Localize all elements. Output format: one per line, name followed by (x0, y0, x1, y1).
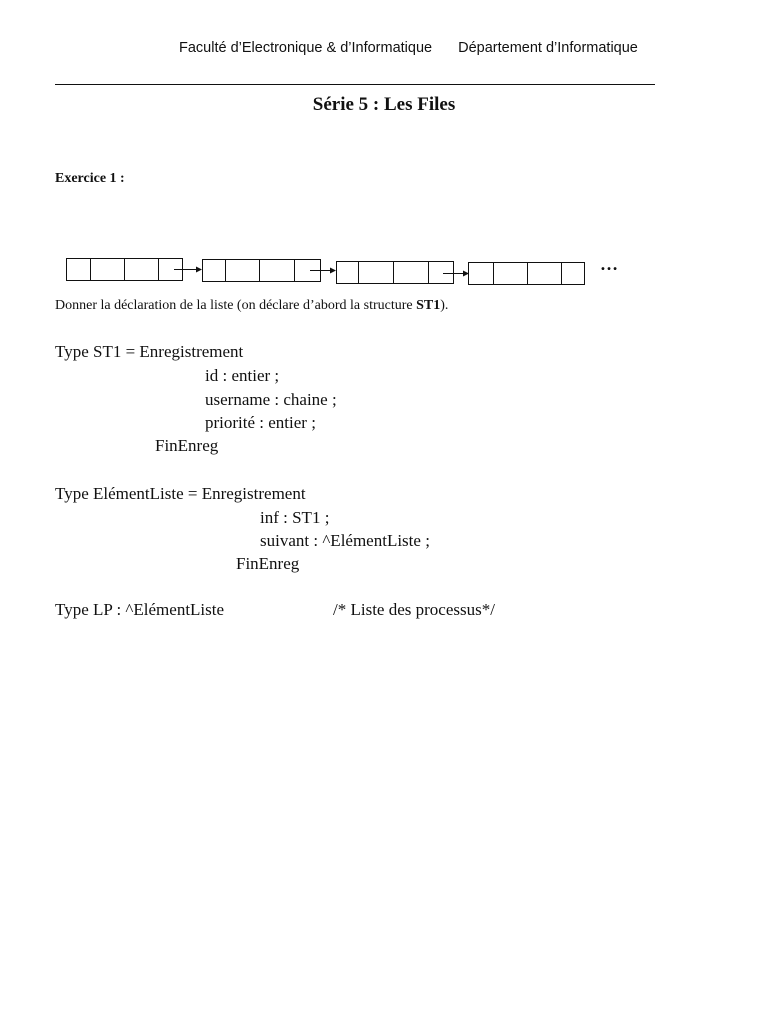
exercise-question (55, 298, 448, 314)
department-name: Département d’Informatique (458, 40, 638, 56)
list-arrow-3 (443, 271, 469, 277)
list-arrow-1 (174, 267, 202, 273)
code-lp-comment: /* Liste des processus*/ (333, 600, 495, 619)
code-st1-end: FinEnreg (155, 436, 219, 455)
code-element-field-inf: inf : ST1 ; (260, 508, 330, 527)
question-text-after: ). (440, 298, 449, 313)
list-continuation-ellipsis: … (600, 254, 618, 274)
faculty-name: Faculté d’Electronique & d’Informatique (179, 40, 433, 56)
list-node-1 (67, 259, 183, 281)
code-st1-field-username: username : chaine ; (205, 390, 337, 409)
page-header (179, 40, 638, 56)
code-lp-declaration: Type LP : ^ElémentListe (55, 600, 225, 619)
code-st1-field-id: id : entier ; (205, 366, 280, 385)
code-st1-header: Type ST1 = Enregistrement (55, 342, 244, 361)
question-bold-term: ST1 (416, 298, 441, 313)
list-node-4 (469, 263, 585, 285)
header-divider (55, 84, 655, 85)
list-arrow-2 (310, 268, 336, 274)
code-element-header: Type ElémentListe = Enregistrement (55, 484, 306, 503)
page-title: Série 5 : Les Files (312, 94, 456, 115)
exercise-heading: Exercice 1 : (55, 171, 125, 186)
code-st1-field-priorite: priorité : entier ; (205, 413, 316, 432)
code-element-end: FinEnreg (236, 554, 300, 573)
list-node-3 (337, 262, 454, 284)
question-text-before: Donner la déclaration de la liste (on déclare d’abord la structure (55, 298, 417, 313)
linked-list-diagram (60, 254, 630, 290)
list-node-2 (203, 260, 321, 282)
code-element-field-suivant: suivant : ^ElémentListe ; (260, 531, 430, 550)
